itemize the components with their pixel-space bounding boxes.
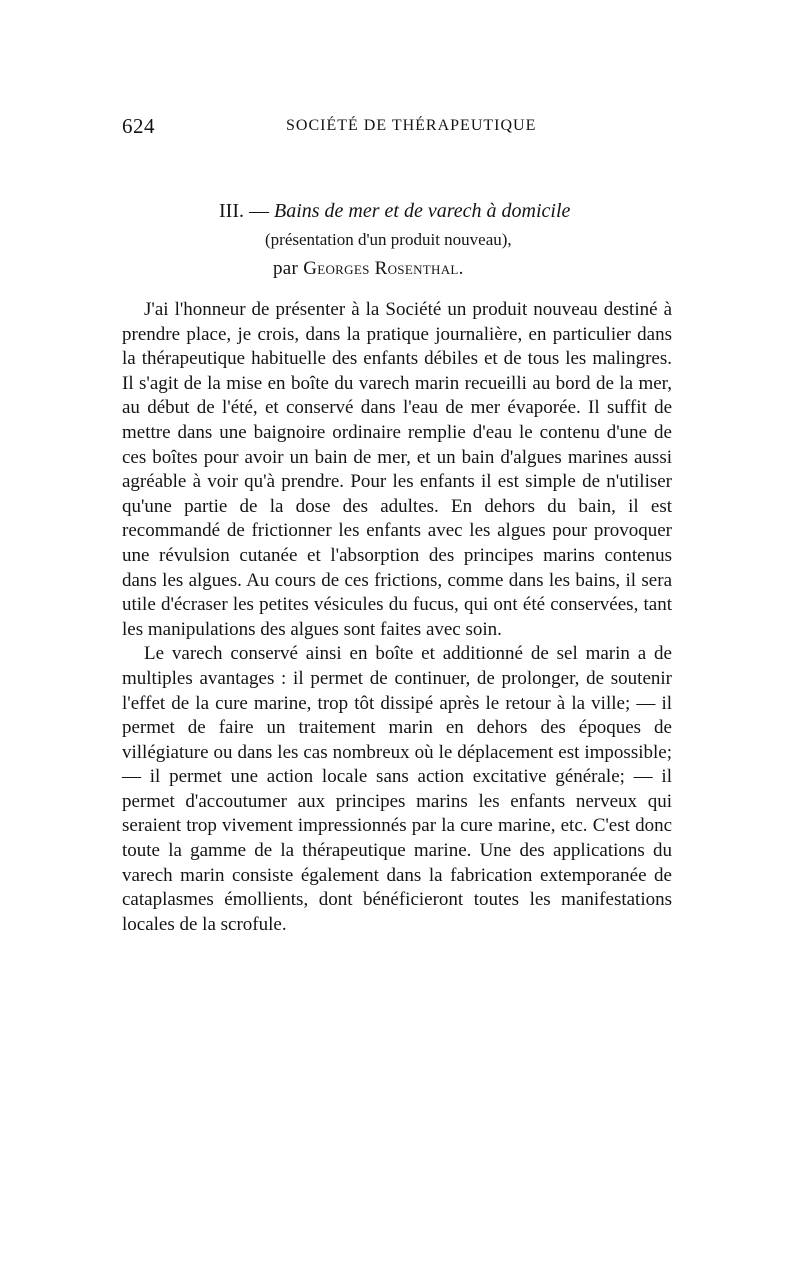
paragraph: Le varech conservé ainsi en boîte et additionné de sel marin a de multiples avantages : il permet de continuer, de prolonger, de soutenir l'effet de la cure marine, trop tôt dissipé après le retour à la ville; — il permet de faire un traitement marin en dehors des époques de villégiature ou dans les cas nombreux où le déplacement est impossible; — il permet une action locale sans action excitative générale; — il permet d'accoutumer aux principes marins les enfants nerveux qui seraient trop vivement impressionnés par la cure marine, etc. C'est donc toute la gamme de la thérapeutique marine. Une des applications du varech marin consiste également dans la fabrication extemporanée de cataplasmes émollients, dont bénéficieront toutes les manifestations locales de la scrofule.: [122, 643, 672, 935]
title-number: III. —: [219, 200, 274, 222]
body-text: [122, 298, 672, 937]
article-title: [219, 200, 570, 223]
author-prefix: par: [273, 258, 304, 279]
author-name: Georges Rosenthal.: [303, 258, 464, 279]
author-line: [273, 258, 464, 280]
article-subtitle: (présentation d'un produit nouveau),: [265, 230, 512, 249]
running-head: SOCIÉTÉ DE THÉRAPEUTIQUE: [286, 117, 537, 134]
title-text: Bains de mer et de varech à domicile: [273, 200, 571, 222]
page-number: 624: [122, 114, 155, 138]
paragraph: J'ai l'honneur de présenter à la Société un produit nouveau destiné à prendre place, je crois, dans la pratique journalière, en particulier dans la thérapeutique habituelle des enfants débiles et de tous les malingres. Il s'agit de la mise en boîte du varech marin recueilli au bord de la mer, au début de l'été, et conservé dans l'eau de mer évaporée. Il suffit de mettre dans une baignoire ordinaire remplie d'eau le contenu d'une de ces boîtes pour avoir un bain de mer, et un bain d'algues marines aussi agréable à voir qu'à prendre. Pour les enfants il est simple de n'utiliser qu'une partie de la dose des adultes. En dehors du bain, il est recommandé de frictionner les enfants avec les algues pour provoquer une révulsion cutanée et l'absorption des principes marins contenus dans les algues. Au cours de ces frictions, comme dans les bains, il sera utile d'écraser les petites vésicules du fucus, qui ont été conservées, tant les manipulations des algues sont faites avec soin.: [122, 299, 672, 640]
